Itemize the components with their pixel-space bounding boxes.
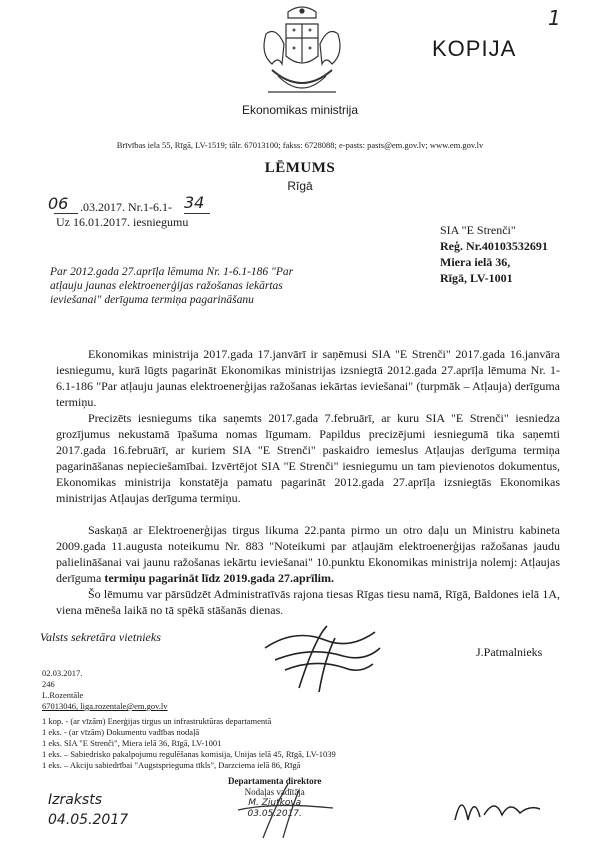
reply-to: Uz 16.01.2017. iesniegumu: [56, 215, 189, 229]
paragraph-4: Šo lēmumu var pārsūdzēt Administratīvās rajona tiesas Rīgas tiesu namā, Rīgā, Baldones ielā 1A, viena mēneša laikā no tā spēkā stāšanās dienas.: [56, 587, 560, 617]
subject: Par 2012.gada 27.aprīļa lēmuma Nr. 1-6.1-186 "Par atļauju jaunas elektroenerģijas ražošanas iekārtas ieviešanai" derīguma termiņa pagarināšanu: [50, 266, 294, 306]
ministry-name: Ekonomikas ministrija: [241, 103, 359, 117]
distribution-item: 1 eks. – Sabiedrisko pakalpojumu regulēšanas komisija, Unijas ielā 45, Rīgā, LV-1039: [42, 749, 336, 759]
prepared-number: 246: [42, 679, 55, 689]
signer-name: J.Patmalnieks: [476, 645, 543, 659]
distribution-item: 1 eks. - (ar vīzām) Dokumentu vadības nodaļā: [42, 727, 200, 737]
page-number: 1: [548, 6, 561, 30]
recipient-city: Rīgā, LV-1001: [440, 271, 513, 285]
stamp-name: M. Zjutkova: [248, 798, 302, 808]
prepared-by: [42, 668, 168, 712]
paragraph-1: Ekonomikas ministrija 2017.gada 17.janvārī ir saņēmusi SIA "E Strenči" 2017.gada 16.janvāra iesniegumu, kurā lūgts pagarināt Ekonomikas ministrijas izsniegtā 2012.gada 27.aprīļa lēmuma Nr. 1-6.1-186 "Par atļauju jaunas elektroenerģijas ražošanas iekārtas ieviešanai" (turpmāk – Atļauja) derīguma termiņu.: [56, 347, 560, 409]
recipient-block: [440, 222, 548, 286]
left-handwriting: [48, 790, 128, 830]
paragraph-2: Precizēts iesniegums tika saņemts 2017.gada 7.februārī, ar kuru SIA "E Strenči" iesniedza grozījumus nekustamā īpašuma nomas līgumam. Papildus precizējumi iesniegumā tika saņemti 2017.gada 16.februārī, ar kuriem SIA "E Strenči" paskaidro iemeslus Atļaujas derīguma termiņa pagarināšanas nepieciešamībai. Izvērtējot SIA "E Strenči" iesniegumu un tam pievienotos dokumentus, Ekonomikas ministrija konstatēja pamatu pagarināt 2012.gada 27.aprīļa izsniegtās Ekonomikas ministrijas Atļaujas derīguma termiņu.: [56, 411, 560, 505]
recipient-reg: Reģ. Nr.40103532691: [440, 239, 548, 253]
copy-stamp: KOPIJA: [432, 36, 517, 61]
ref-suffix-underline: [184, 213, 210, 214]
reference-number: [56, 200, 172, 215]
prepared-date: 02.03.2017.: [42, 668, 83, 678]
coat-of-arms-icon: [258, 4, 346, 102]
recipient-name: SIA "E Strenči": [440, 223, 516, 237]
distribution-item: 1 eks. SIA "E Strenči", Miera ielā 36, Rīgā, LV-1001: [42, 738, 222, 748]
ref-date-handwritten: 06: [48, 194, 69, 213]
signature-image: [255, 618, 385, 698]
stamp-line-2: Nodaļas vadītāja: [244, 787, 305, 797]
distribution-item: 1 eks. – Akciju sabiedrībai "Augstsprieguma tīkls", Darzciema ielā 86, Rīgā: [42, 760, 301, 770]
ref-suffix-handwritten: 34: [184, 193, 205, 212]
distribution-item: 1 kop. - (ar vīzām) Enerģijas tirgus un infrastruktūras departamentā: [42, 716, 272, 726]
document-place: Rīgā: [287, 179, 313, 193]
left-handwriting-line-2: 04.05.2017: [48, 812, 129, 828]
reference-text: .03.2017. Nr.1-6.1-: [80, 200, 172, 214]
right-signature-image: [450, 785, 545, 830]
stamp-line-1: Departamenta direktore: [228, 776, 322, 786]
stamp-date: 03.05.2017.: [247, 809, 302, 819]
stamp-signature-image: [233, 780, 343, 840]
paragraph-3: [56, 522, 560, 586]
prepared-contact: 67013046, liga.rozentale@em.gov.lv: [42, 701, 168, 711]
distribution-list: [42, 716, 336, 771]
paragraph-3-text: Saskaņā ar Elektroenerģijas tirgus likuma 22.panta pirmo un otro daļu un Ministru kabineta 2009.gada 11.augusta noteikumu Nr. 883 "Noteikumi par atļaujām elektroenerģijas ražošanas jaudu palielināšanai vai jaunu ražošanas iekārtu ieviešanai" 10.punktu Ekonomikas ministrija nolemj: Atļaujas derīguma: [56, 523, 560, 585]
prepared-author: L.Rozentāle: [42, 690, 84, 700]
recipient-street: Miera ielā 36,: [440, 255, 511, 269]
signer-title: Valsts sekretāra vietnieks: [40, 630, 161, 644]
document-title: LĒMUMS: [264, 160, 336, 176]
paragraph-3-decision: termiņu pagarināt līdz 2019.gada 27.aprīlim.: [104, 571, 334, 585]
contact-line: Brīvības iela 55, Rīgā, LV-1519; tālr. 67013100; fakss: 6728088; e-pasts: pasts@em.gov.lv; www.em.gov.lv: [116, 140, 484, 150]
left-handwriting-line-1: Izraksts: [48, 792, 102, 808]
